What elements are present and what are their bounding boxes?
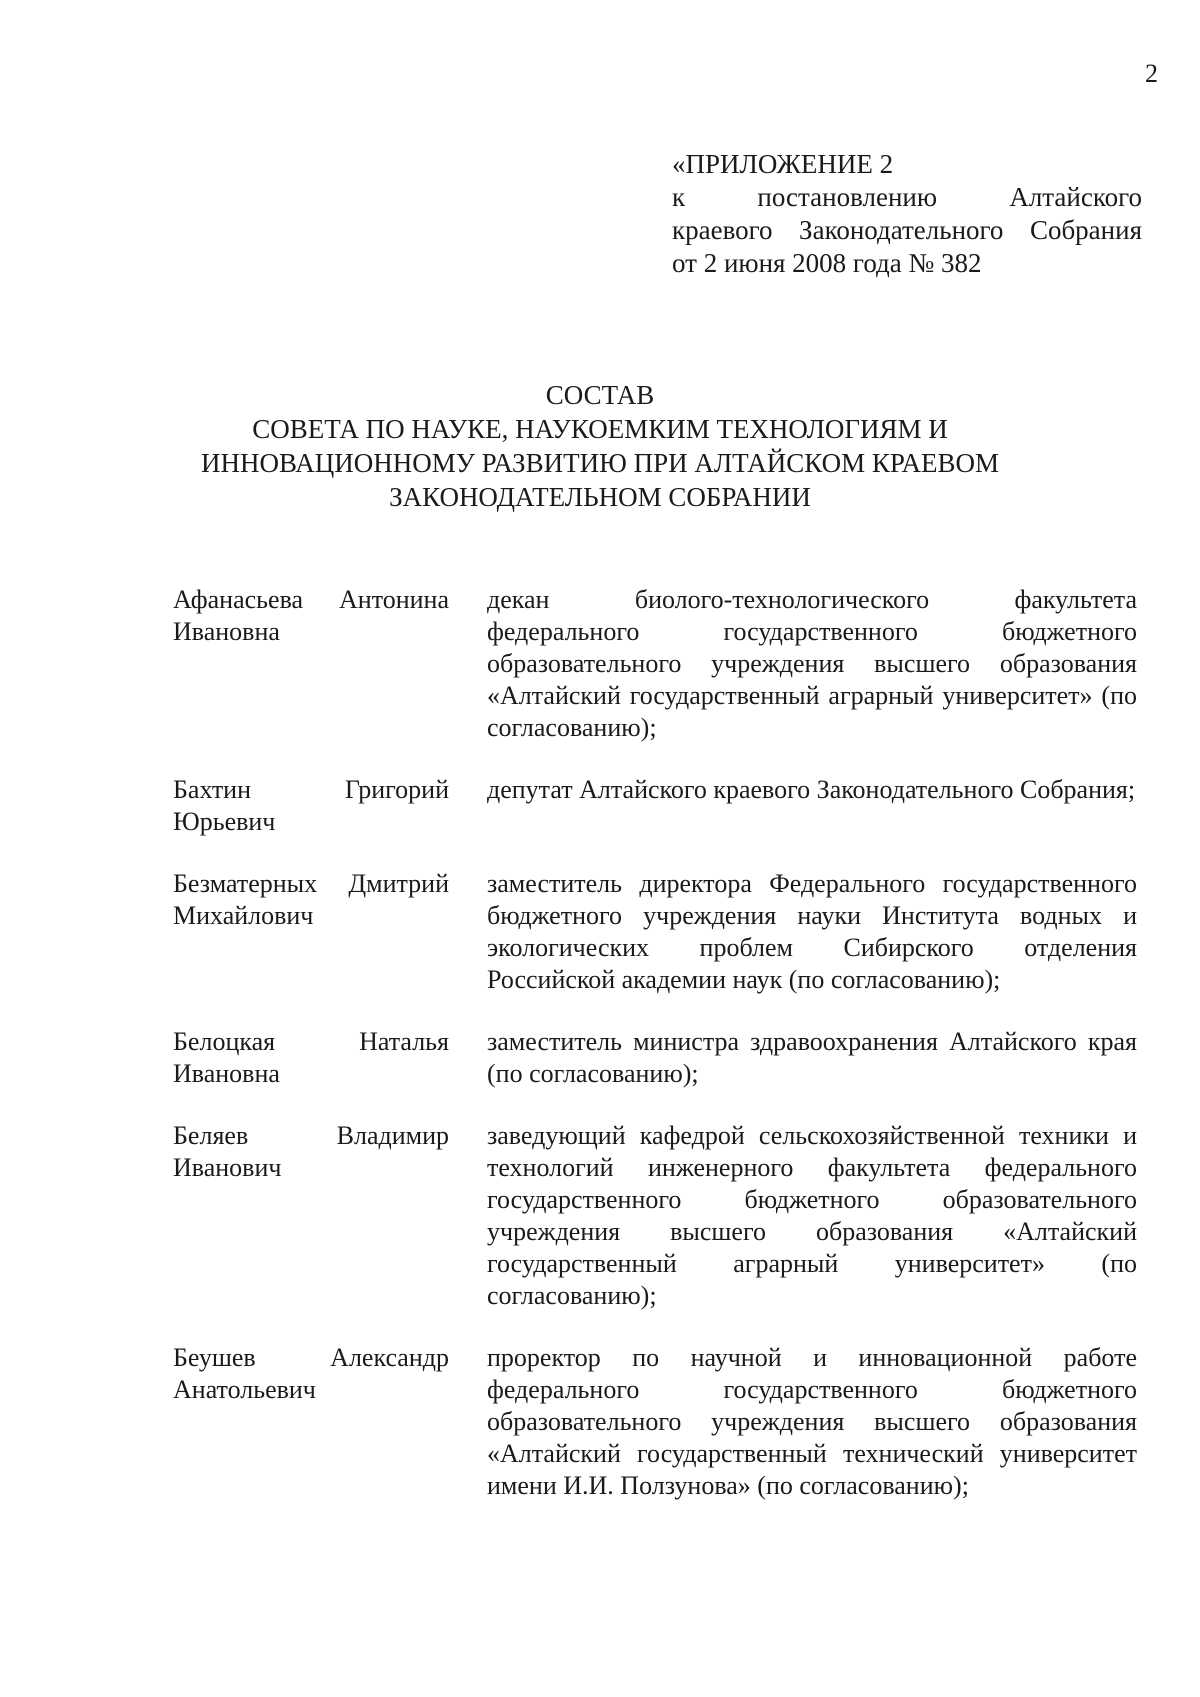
appendix-line-2: к постановлению Алтайского <box>672 182 1142 212</box>
member-description: проректор по научной и инновационной работе федерального государственного бюджетного образовательного учреждения высшего образования «Алтайский государственный технический университет имени И.И. Ползунова» (по согласованию); <box>487 1343 1137 1500</box>
title-line-3: ИННОВАЦИОННОМУ РАЗВИТИЮ ПРИ АЛТАЙСКОМ КРАЕВОМ <box>201 448 999 478</box>
member-description: заместитель директора Федерального государственного бюджетного учреждения науки Института водных и экологических проблем Сибирского отделения Российской академии наук (по согласованию); <box>487 869 1137 994</box>
member-entry <box>173 774 1137 838</box>
member-name-line-2: Ивановна <box>173 1059 280 1088</box>
title-line-4: ЗАКОНОДАТЕЛЬНОМ СОБРАНИИ <box>389 482 811 512</box>
member-description: заместитель министра здравоохранения Алтайского края (по согласованию); <box>487 1027 1137 1088</box>
member-name-line-2: Иванович <box>173 1153 282 1182</box>
member-name <box>173 774 449 838</box>
member-entry <box>173 584 1137 744</box>
member-name <box>173 1120 449 1184</box>
title-line-2: СОВЕТА ПО НАУКЕ, НАУКОЕМКИМ ТЕХНОЛОГИЯМ И <box>252 414 948 444</box>
member-name-line-2: Михайлович <box>173 901 314 930</box>
member-description: заведующий кафедрой сельскохозяйственной техники и технологий инженерного факультета федерального государственного бюджетного образовательного учреждения высшего образования «Алтайский государственный аграрный университет» (по согласованию); <box>487 1121 1137 1310</box>
document-title <box>150 378 1050 514</box>
appendix-line-3: краевого Законодательного Собрания <box>672 215 1142 245</box>
member-name-line-2: Анатольевич <box>173 1375 316 1404</box>
appendix-line-1: «ПРИЛОЖЕНИЕ 2 <box>672 149 894 179</box>
title-line-1: СОСТАВ <box>545 380 655 410</box>
member-name-line-1: Афанасьева Антонина <box>173 585 449 614</box>
member-name <box>173 1342 449 1406</box>
appendix-line-4: от 2 июня 2008 года № 382 <box>672 248 982 278</box>
member-name-line-1: Беушев Александр <box>173 1343 449 1372</box>
member-name-line-1: Беляев Владимир <box>173 1121 449 1150</box>
member-entry <box>173 1342 1137 1502</box>
member-name-line-1: Безматерных Дмитрий <box>173 869 449 898</box>
member-description: депутат Алтайского краевого Законодательного Собрания; <box>487 775 1136 804</box>
member-name <box>173 868 449 932</box>
member-name-line-1: Белоцкая Наталья <box>173 1027 449 1056</box>
members-list <box>173 584 1137 1532</box>
member-entry <box>173 868 1137 996</box>
member-entry <box>173 1026 1137 1090</box>
member-name <box>173 1026 449 1090</box>
page-number: 2 <box>1145 59 1158 88</box>
member-name <box>173 584 449 648</box>
member-description: декан биолого-технологического факультета федерального государственного бюджетного образовательного учреждения высшего образования «Алтайский государственный аграрный университет» (по согласованию); <box>487 585 1137 742</box>
member-entry <box>173 1120 1137 1312</box>
member-name-line-2: Юрьевич <box>173 807 276 836</box>
member-name-line-1: Бахтин Григорий <box>173 775 449 804</box>
member-name-line-2: Ивановна <box>173 617 280 646</box>
appendix-block <box>672 148 1142 280</box>
